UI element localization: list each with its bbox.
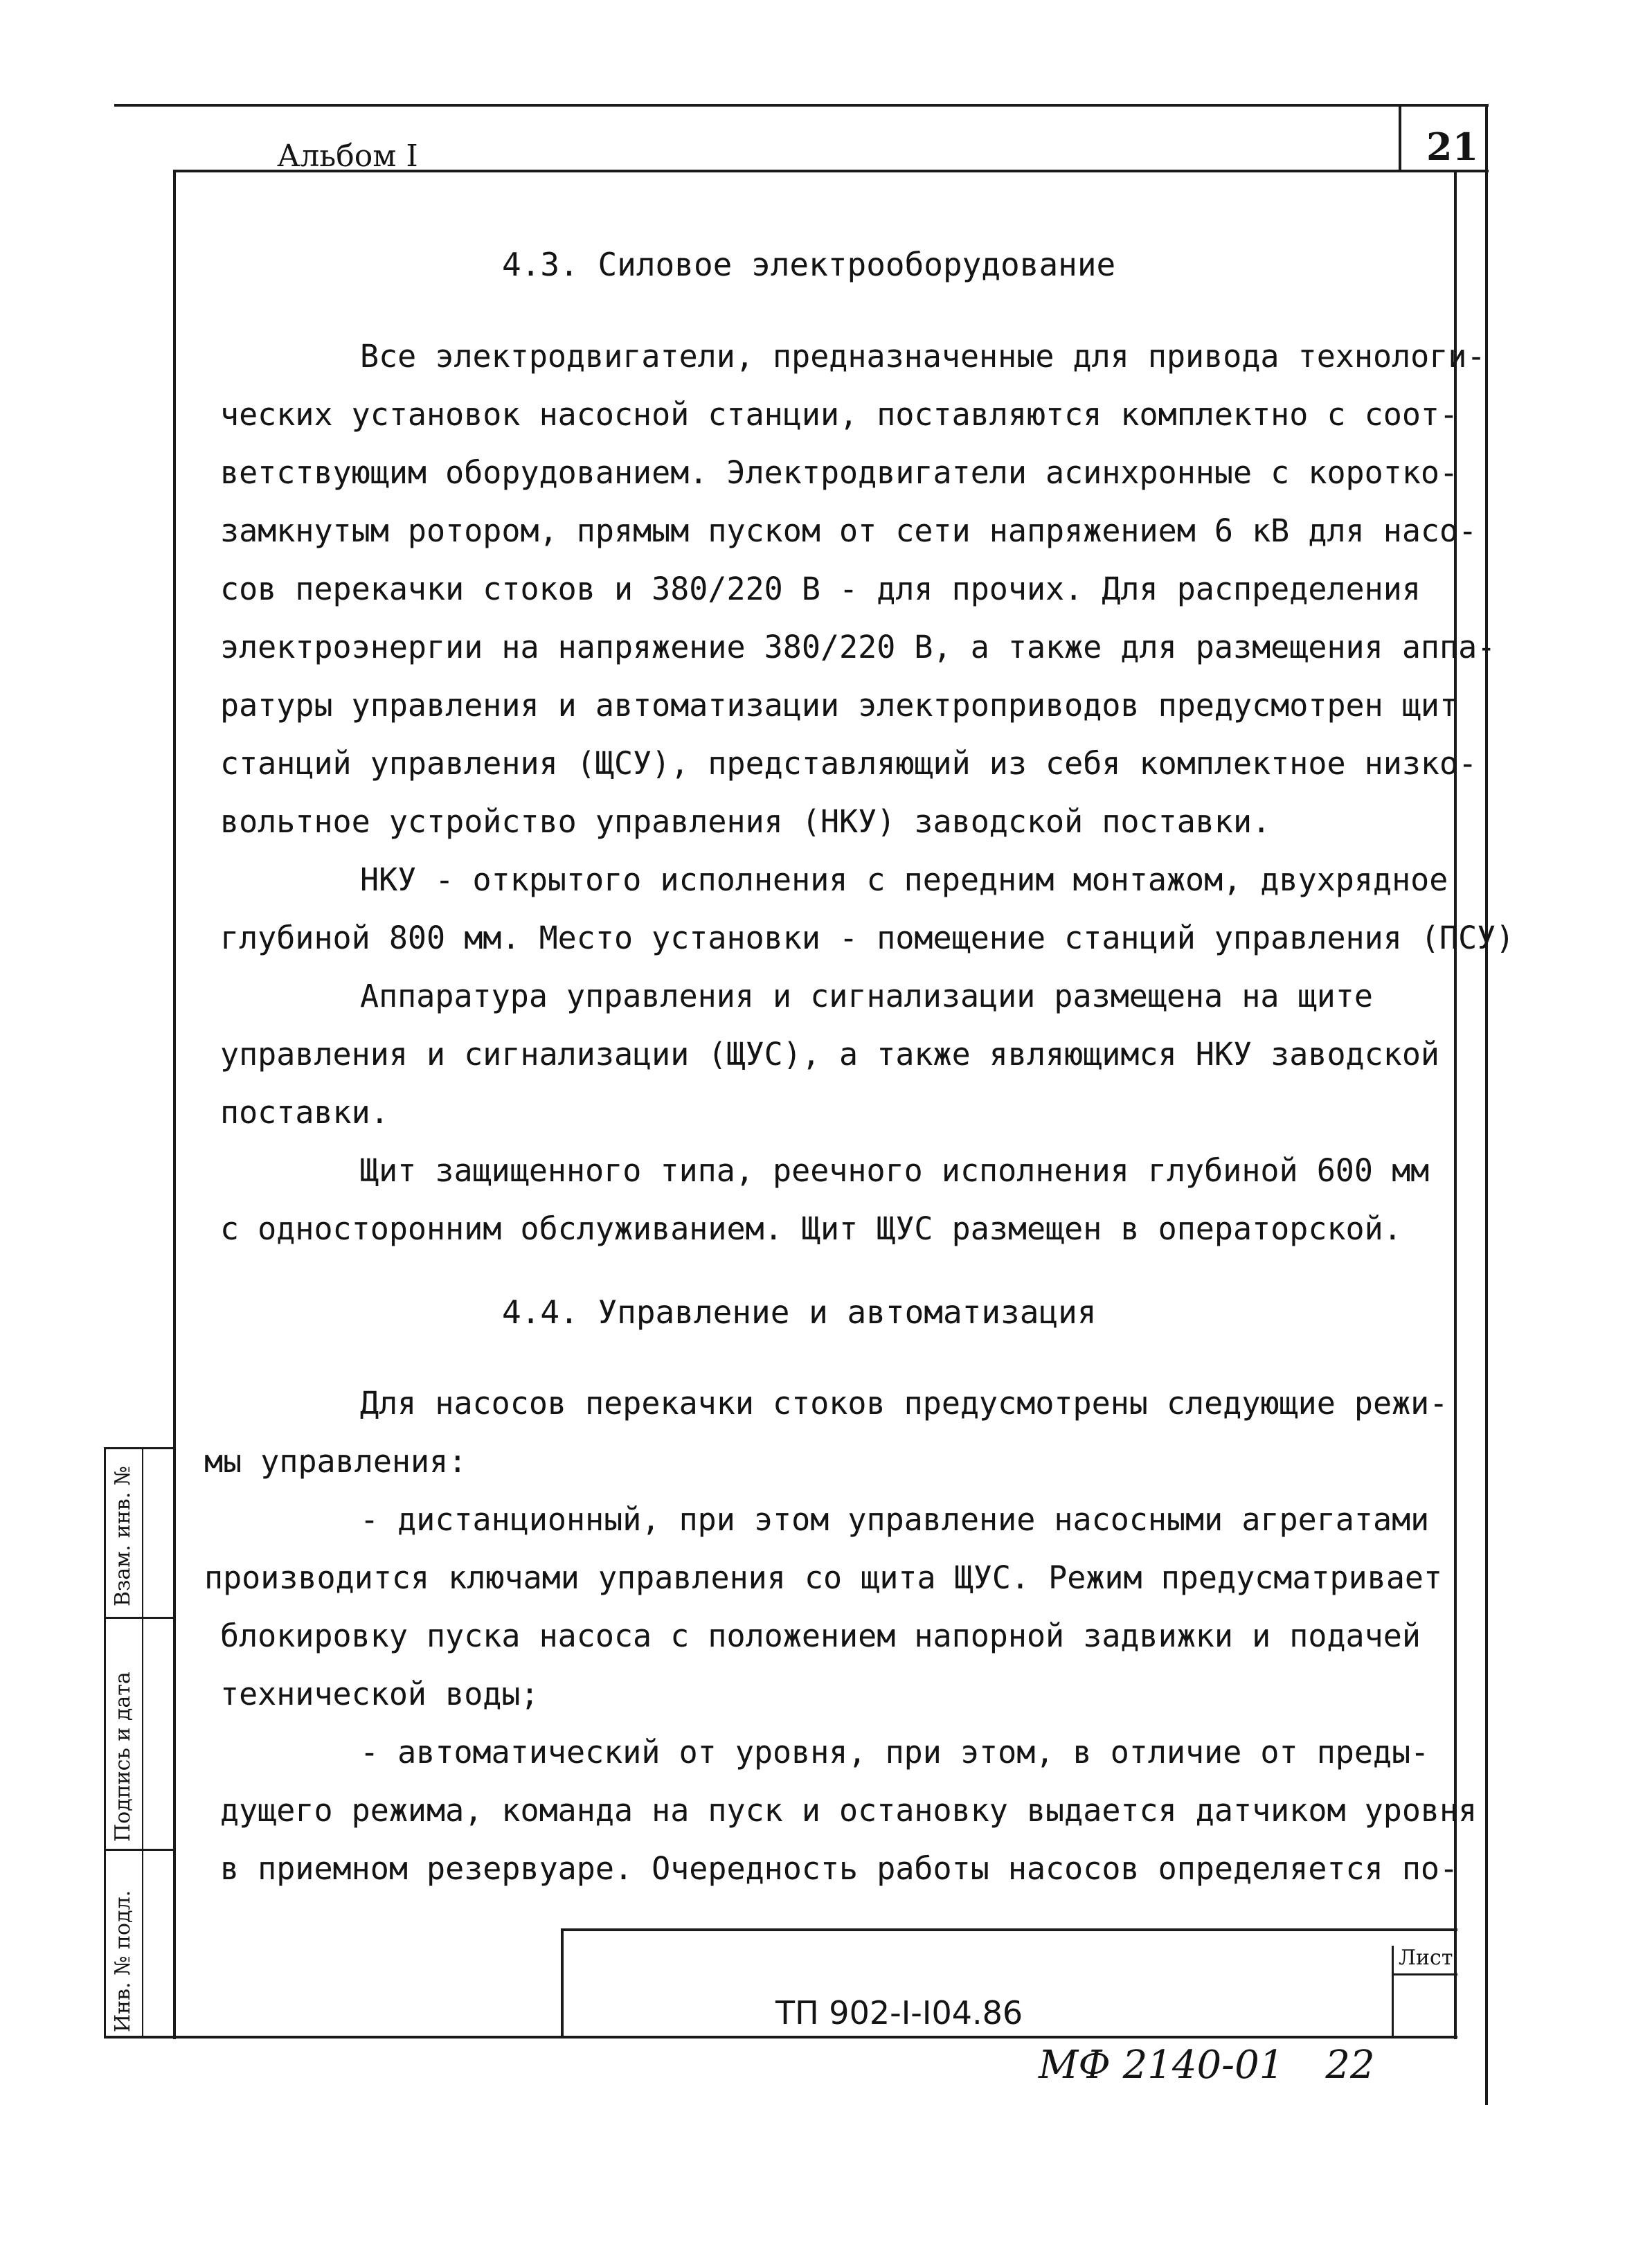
sheet-label: Лист [1399,1946,1453,1970]
side-stamp-replaced-inv: Взам. инв. № [111,1465,135,1606]
handwritten-code: МФ 2140-01 [1039,2043,1284,2088]
text-line: Для насосов перекачки стоков предусмотрены следующие режи- [360,1385,1448,1422]
page-num-box-left [1399,104,1401,172]
title-block-left [561,1928,564,2038]
text-line: ветствующим оборудованием. Электродвигатели асинхронные с коротко- [220,454,1459,491]
text-line: производится ключами управления со щита ЩУС. Режим предусматривает [204,1559,1443,1596]
text-line: сов перекачки стоков и 380/220 В - для прочих. Для распределения [220,571,1421,607]
text-line: блокировку пуска насоса с положением напорной задвижки и подачей [220,1618,1421,1654]
top-rule [114,104,1489,107]
side-stamp-row-2 [104,1617,174,1619]
side-stamp-signature-date: Подпись и дата [111,1672,135,1842]
section-heading: 4.4. Управление и автоматизация [502,1293,1097,1331]
text-line: ратуры управления и автоматизации электроприводов предусмотрен щит [220,687,1459,724]
text-line: вольтное устройство управления (НКУ) заводской поставки. [220,803,1271,840]
text-line: поставки. [220,1094,389,1131]
handwritten-number: 22 [1325,2043,1375,2088]
title-block-sheet-left [1392,1946,1394,2038]
side-stamp-left [104,1447,106,2036]
text-line: управления и сигнализации (ЩУС), а также являющимся НКУ заводской [220,1036,1439,1073]
text-line: станций управления (ЩСУ), представляющий из себя комплектное низко- [220,745,1478,782]
page-number: 21 [1426,125,1479,169]
title-block-top [561,1928,1457,1931]
frame-left [173,170,176,2039]
text-line: Все электродвигатели, предназначенные для привода технологи- [360,338,1486,375]
text-line: ческих установок насосной станции, поставляются комплектно с соот- [220,396,1459,433]
text-line: Щит защищенного типа, реечного исполнения глубиной 600 мм [360,1152,1430,1189]
frame-right-outer [1485,104,1488,2105]
title-block-sheet-mid [1392,1973,1457,1975]
side-stamp-row-3 [104,1849,174,1851]
frame-bottom [104,2036,1457,2039]
section-heading: 4.3. Силовое электрооборудование [502,246,1116,283]
album-label: Альбом I [277,138,418,174]
text-line: мы управления: [204,1443,467,1480]
text-line: - автоматический от уровня, при этом, в отличие от преды- [360,1734,1430,1771]
text-line: - дистанционный, при этом управление насосными агрегатами [360,1501,1430,1538]
handwritten-note [1039,2043,1375,2088]
frame-right-inner [1454,170,1457,2039]
side-stamp-inner [142,1447,143,2036]
text-line: НКУ - открытого исполнения с передним монтажом, двухрядное [360,861,1448,898]
text-line: замкнутым ротором, прямым пуском от сети напряжением 6 кВ для насо- [220,512,1478,549]
side-stamp-inv-orig: Инв. № подл. [111,1890,135,2032]
side-stamp-row-1 [104,1447,174,1449]
document-code: ТП 902-I-I04.86 [775,1994,1023,2032]
text-line: электроэнергии на напряжение 380/220 В, а также для размещения аппа- [220,629,1496,665]
text-line: дущего режима, команда на пуск и остановку выдается датчиком уровня [220,1792,1478,1829]
text-line: Аппаратура управления и сигнализации размещена на щите [360,978,1373,1014]
text-line: глубиной 800 мм. Место установки - помещение станций управления (ПСУ) [220,920,1515,956]
text-line: в приемном резервуаре. Очередность работы насосов определяется по- [220,1850,1459,1887]
text-line: с односторонним обслуживанием. Щит ЩУС размещен в операторской. [220,1210,1402,1247]
text-line: технической воды; [220,1676,539,1712]
